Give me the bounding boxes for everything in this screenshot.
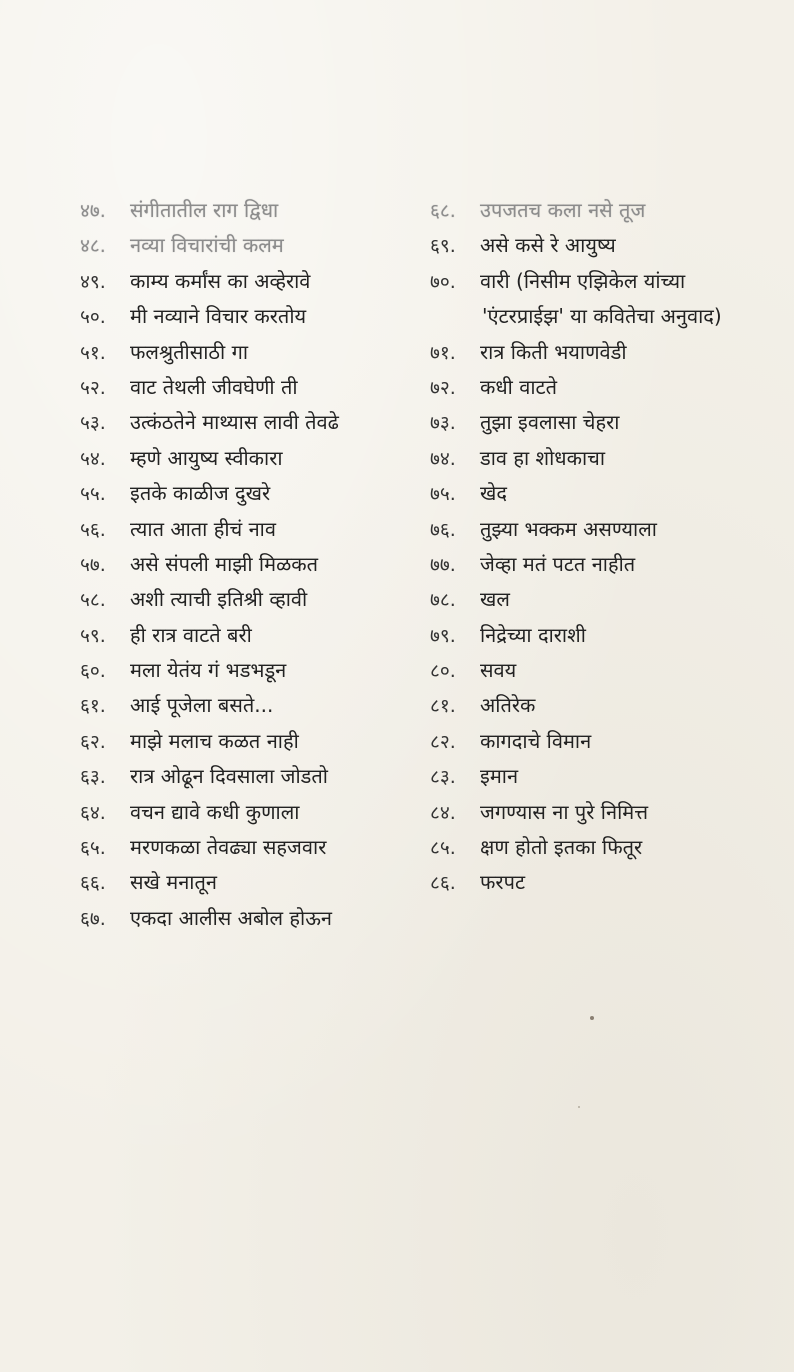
toc-entry-number: ७५. [430, 483, 456, 506]
toc-entry [430, 582, 780, 617]
toc-entry-title: कागदाचे विमान [480, 728, 592, 753]
toc-entry [430, 228, 780, 263]
toc-entry-number: ७४. [430, 447, 456, 470]
toc-entry [80, 582, 410, 617]
toc-entry-number: ८६. [430, 872, 456, 895]
toc-entry [430, 724, 780, 759]
toc-entry-title: त्यात आता हीचं नाव [130, 516, 276, 541]
toc-entry-number: ८२. [430, 730, 456, 753]
toc-entry [430, 335, 780, 370]
toc-entry-title: जगण्यास ना पुरे निमित्त [480, 799, 649, 824]
toc-entry [430, 547, 780, 582]
toc-entry [80, 795, 410, 830]
toc-entry-title: रात्र ओढून दिवसाला जोडतो [130, 764, 328, 789]
toc-entry-number: ८४. [430, 801, 456, 824]
toc-entry [80, 405, 410, 440]
toc-entry-continuation [430, 299, 780, 334]
toc-entry-number: ८३. [430, 766, 456, 789]
toc-entry-title: क्षण होतो इतका फितूर [480, 835, 643, 860]
toc-entry [430, 441, 780, 476]
toc-entry-number: ६३. [80, 766, 106, 789]
toc-entry-title: अतिरेक [480, 693, 536, 718]
toc-entry-title: फरपट [480, 870, 526, 895]
toc-entry-number: ६१. [80, 695, 106, 718]
toc-entry-title: उत्कंठतेने माथ्यास लावी तेवढे [130, 410, 339, 435]
toc-left-column [80, 193, 410, 936]
toc-entry [430, 830, 780, 865]
toc-entry-number: ८०. [430, 660, 456, 683]
toc-entry-title: मी नव्याने विचार करतोय [130, 304, 307, 329]
toc-entry [430, 865, 780, 900]
toc-entry [80, 688, 410, 723]
toc-entry [80, 441, 410, 476]
toc-entry-number: ६९. [430, 235, 456, 258]
toc-entry-number: ७९. [430, 624, 456, 647]
toc-entry-number: ७७. [430, 553, 456, 576]
toc-entry [430, 370, 780, 405]
toc-entry [430, 476, 780, 511]
toc-entry [430, 759, 780, 794]
toc-entry-number: ५२. [80, 376, 106, 399]
toc-entry-number: ५५. [80, 483, 106, 506]
toc-entry-number: ५१. [80, 341, 106, 364]
toc-entry [80, 865, 410, 900]
toc-entry [80, 759, 410, 794]
toc-entry-title: कधी वाटते [480, 374, 557, 399]
toc-entry [80, 264, 410, 299]
toc-entry [80, 193, 410, 228]
toc-entry-number: ५९. [80, 624, 106, 647]
toc-entry-title: काम्य कर्मांस का अव्हेरावे [130, 268, 311, 293]
toc-entry-number: ७३. [430, 412, 456, 435]
toc-entry-title: खल [480, 587, 510, 612]
toc-entry-number: ५४. [80, 447, 106, 470]
toc-entry-number: ७१. [430, 341, 456, 364]
toc-right-column [430, 193, 780, 901]
toc-entry-number: ६४. [80, 801, 106, 824]
toc-entry [430, 618, 780, 653]
toc-entry [80, 547, 410, 582]
toc-entry [430, 193, 780, 228]
toc-entry [430, 405, 780, 440]
toc-entry [80, 476, 410, 511]
toc-entry-title: जेव्हा मतं पटत नाहीत [480, 551, 636, 576]
toc-entry-number: ५०. [80, 306, 106, 329]
toc-entry-title: सखे मनातून [130, 870, 217, 895]
toc-entry [80, 370, 410, 405]
toc-entry-number: ७०. [430, 270, 456, 293]
toc-entry-title: 'एंटरप्राईझ' या कवितेचा अनुवाद) [482, 304, 722, 329]
toc-entry-title: नव्या विचारांची कलम [130, 233, 284, 258]
toc-entry-number: ४७. [80, 200, 106, 222]
paper-speck [590, 1016, 594, 1020]
toc-entry [430, 795, 780, 830]
toc-entry-title: आई पूजेला बसते... [130, 693, 274, 718]
toc-entry-number: ६५. [80, 837, 106, 860]
toc-entry-title: एकदा आलीस अबोल होऊन [130, 905, 333, 930]
toc-entry-title: तुझा इवलासा चेहरा [480, 410, 620, 435]
toc-entry-number: ४८. [80, 235, 106, 258]
toc-entry-number: ४९. [80, 270, 106, 293]
toc-entry [80, 228, 410, 263]
toc-entry-title: म्हणे आयुष्य स्वीकारा [130, 445, 283, 470]
toc-entry-title: मला येतंय गं भडभडून [130, 658, 287, 683]
toc-entry-title: माझे मलाच कळत नाही [130, 728, 299, 753]
toc-entry-title: मरणकळा तेवढ्या सहजवार [130, 835, 327, 860]
toc-entry-title: सवय [480, 658, 517, 683]
toc-entry-number: ७२. [430, 376, 456, 399]
toc-entry-title: तुझ्या भक्कम असण्याला [480, 516, 657, 541]
toc-entry [80, 618, 410, 653]
toc-entry [80, 335, 410, 370]
toc-entry-title: अशी त्याची इतिश्री व्हावी [130, 587, 308, 612]
toc-entry-title: फलश्रुतीसाठी गा [130, 339, 249, 364]
toc-entry-number: ५८. [80, 589, 106, 612]
toc-entry-title: उपजतच कला नसे तूज [480, 198, 646, 222]
toc-entry-title: इमान [480, 764, 519, 789]
toc-entry-title: वचन द्यावे कधी कुणाला [130, 799, 300, 824]
toc-entry-number: ८५. [430, 837, 456, 860]
toc-entry-title: असे संपली माझी मिळकत [130, 551, 319, 576]
toc-entry [80, 901, 410, 936]
toc-entry-title: संगीतातील राग द्विधा [130, 198, 279, 222]
toc-entry-number: ६६. [80, 872, 106, 895]
toc-entry-title: इतके काळीज दुखरे [130, 481, 271, 506]
toc-entry [430, 688, 780, 723]
toc-entry-number: ५३. [80, 412, 106, 435]
toc-entry-title: डाव हा शोधकाचा [480, 445, 606, 470]
toc-entry-title: रात्र किती भयाणवेडी [480, 339, 627, 364]
toc-entry-number: ६०. [80, 660, 106, 683]
toc-entry-number: ८१. [430, 695, 456, 718]
toc-entry-title: असे कसे रे आयुष्य [480, 233, 616, 258]
toc-entry-number: ५६. [80, 518, 106, 541]
toc-entry-title: वारी (निसीम एझिकेल यांच्या [480, 268, 686, 293]
toc-entry-title: ही रात्र वाटते बरी [130, 622, 252, 647]
toc-entry [80, 299, 410, 334]
toc-entry [430, 264, 780, 299]
toc-entry-number: ५७. [80, 553, 106, 576]
toc-entry [80, 830, 410, 865]
toc-entry-number: ७६. [430, 518, 456, 541]
toc-entry [430, 512, 780, 547]
toc-entry [430, 653, 780, 688]
toc-entry [80, 512, 410, 547]
toc-entry-title: वाट तेथली जीवघेणी ती [130, 374, 298, 399]
toc-entry-number: ६२. [80, 730, 106, 753]
toc-entry [80, 653, 410, 688]
toc-entry [80, 724, 410, 759]
toc-entry-number: ६८. [430, 200, 456, 222]
toc-entry-number: ७८. [430, 589, 456, 612]
toc-entry-title: खेद [480, 481, 507, 506]
toc-entry-number: ६७. [80, 907, 106, 930]
paper-speck [578, 1106, 580, 1108]
toc-entry-title: निद्रेच्या दाराशी [480, 622, 586, 647]
